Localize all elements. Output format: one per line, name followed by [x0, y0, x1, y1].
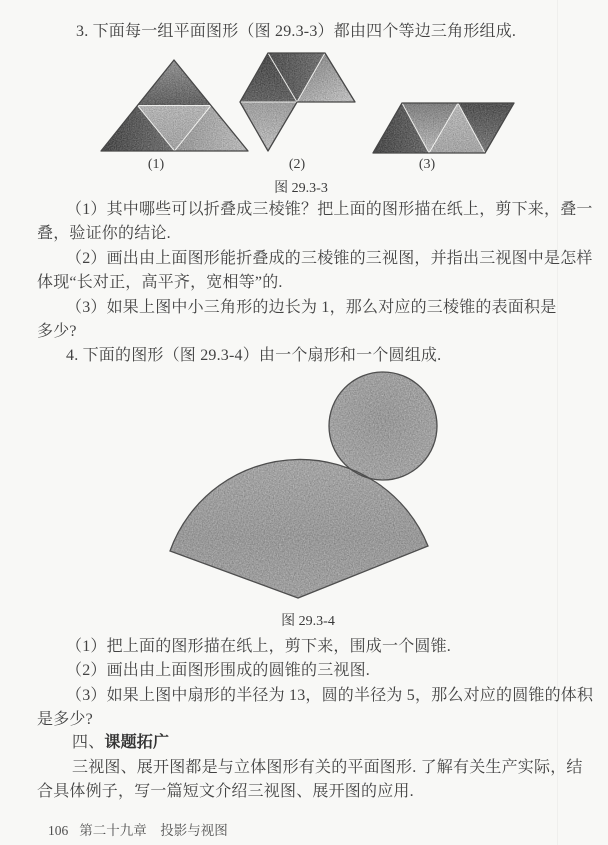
chapter-title: 第二十九章 投影与视图: [79, 823, 228, 838]
figure-label-2: (2): [288, 157, 306, 172]
p3-q2-line1: （2）画出由上面图形能折叠成的三棱锥的三视图，并指出三视图中是怎样: [66, 250, 593, 267]
problem4-intro: 4. 下面的图形（图 29.3-4）由一个扇形和一个圆组成.: [66, 347, 442, 364]
p3-q1-line2: 叠，验证你的结论.: [37, 225, 171, 242]
p3-q3-line2: 多少?: [37, 323, 77, 340]
figure-29-3-3-caption: 图 29.3-3: [274, 181, 328, 196]
section4-body-line1: 三视图、展开图都是与立体图形有关的平面图形. 了解有关生产实际，结: [72, 759, 583, 776]
page-fold-line: [557, 0, 558, 845]
section4-body-line2: 合具体例子，写一篇短文介绍三视图、展开图的应用.: [37, 783, 414, 800]
page-footer: [48, 819, 228, 839]
section4-title: 课题拓广: [104, 734, 170, 751]
figure-29-3-3: [90, 46, 524, 158]
p3-q3-line1: （3）如果上图中小三角形的边长为 1，那么对应的三棱锥的表面积是: [66, 299, 557, 316]
figure-label-1: (1): [147, 157, 165, 172]
section4-number: 四、: [72, 734, 105, 751]
p3-q1-line1: （1）其中哪些可以折叠成三棱锥？把上面的图形描在纸上，剪下来，叠一: [66, 201, 593, 218]
p4-q1: （1）把上面的图形描在纸上，剪下来，围成一个圆锥.: [66, 638, 452, 655]
p4-q3-line2: 是多少?: [37, 711, 93, 728]
grain-texture: [150, 366, 450, 606]
figure-label-3: (3): [418, 157, 436, 172]
problem3-intro: 3. 下面每一组平面图形（图 29.3-3）都由四个等边三角形组成.: [76, 23, 517, 40]
p4-q3-line1: （3）如果上图中扇形的半径为 13，圆的半径为 5，那么对应的圆锥的体积: [66, 687, 594, 704]
p4-q2: （2）画出由上面图形围成的圆锥的三视图.: [66, 662, 371, 679]
p3-q2-line2: 体现“长对正，高平齐，宽相等”的.: [37, 274, 283, 291]
page-number: 106: [48, 823, 69, 838]
figure-29-3-4: [150, 366, 450, 606]
figure-29-3-4-caption: 图 29.3-4: [281, 614, 335, 629]
section4-heading: [72, 733, 169, 752]
